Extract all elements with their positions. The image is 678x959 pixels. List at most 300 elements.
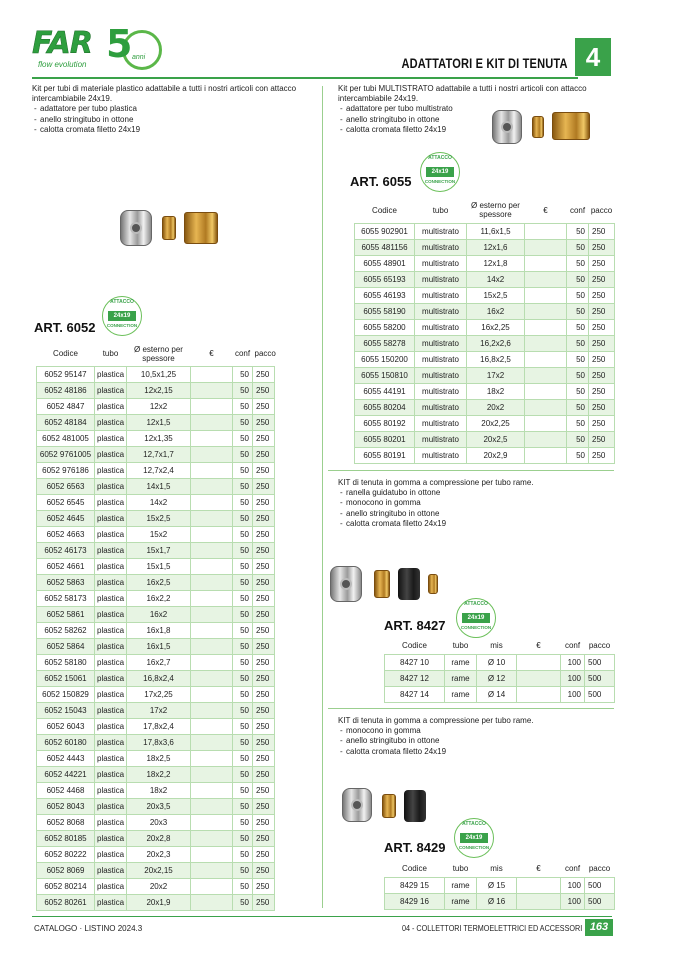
art6052-bullets: [32, 104, 316, 135]
cell-tubo: multistrato: [415, 415, 467, 431]
cell-conf: 50: [233, 734, 253, 750]
cell-conf: 50: [233, 382, 253, 398]
cell-price: [525, 383, 567, 399]
table-row: [355, 383, 615, 399]
cell-price: [191, 590, 233, 606]
col-diam: Ø esterno per spessore: [471, 201, 520, 220]
art8427-bullets: [338, 488, 614, 529]
table-row: [37, 494, 275, 510]
table-row: [37, 430, 275, 446]
badge-bottom: CONNECTION: [460, 625, 492, 630]
cell-conf: 100: [561, 670, 585, 686]
cell-pacco: 250: [253, 894, 275, 910]
cell-pacco: 250: [253, 718, 275, 734]
cell-price: [191, 542, 233, 558]
cell-conf: 50: [567, 319, 589, 335]
bullet: - calotta cromata filetto 24x19: [32, 125, 316, 135]
art8429-table: [384, 861, 615, 910]
cell-diam: 14x1,5: [127, 478, 191, 494]
cell-diam: 12,7x2,4: [127, 462, 191, 478]
cell-codice: 6052 46173: [37, 542, 95, 558]
cell-tubo: plastica: [95, 718, 127, 734]
cell-tubo: plastica: [95, 606, 127, 622]
cell-conf: 50: [233, 606, 253, 622]
table-row: [37, 718, 275, 734]
cell-conf: 50: [233, 398, 253, 414]
table-row: [355, 367, 615, 383]
cell-tubo: plastica: [95, 638, 127, 654]
col-tubo: tubo: [102, 349, 119, 359]
cell-codice: 6055 44191: [355, 383, 415, 399]
cell-conf: 50: [567, 271, 589, 287]
table-row: [355, 239, 615, 255]
cell-diam: 20x3,5: [127, 798, 191, 814]
cell-pacco: 250: [253, 590, 275, 606]
art8427-description-text: KIT di tenuta in gomma a compressione per tubo rame.: [338, 478, 534, 487]
cell-price: [191, 398, 233, 414]
cell-tubo: plastica: [95, 414, 127, 430]
brass-washer-icon: [374, 570, 390, 598]
cell-price: [191, 830, 233, 846]
cell-tubo: multistrato: [415, 335, 467, 351]
cell-conf: 50: [233, 638, 253, 654]
art6055-title: ART. 6055: [350, 174, 412, 189]
cell-conf: 50: [233, 830, 253, 846]
cell-price: [191, 718, 233, 734]
logo-anni: anni: [132, 54, 146, 61]
cell-codice: 6052 976186: [37, 462, 95, 478]
cell-conf: 50: [233, 878, 253, 894]
cell-diam: 11,6x1,5: [467, 223, 525, 239]
cell-codice: 6052 5861: [37, 606, 95, 622]
rubber-cone-icon: [398, 568, 420, 600]
bullet: - ranella guidatubo in ottone: [338, 488, 614, 498]
cell-pacco: 500: [585, 670, 615, 686]
cell-codice: 6055 80204: [355, 399, 415, 415]
cell-codice: 6055 150810: [355, 367, 415, 383]
logo-text: FAR: [32, 26, 92, 61]
bullet: - anello stringitubo in ottone: [32, 115, 316, 125]
cell-codice: 6055 481156: [355, 239, 415, 255]
cell-tubo: plastica: [95, 558, 127, 574]
far-logo: [32, 22, 152, 72]
cell-conf: 50: [233, 718, 253, 734]
cell-pacco: 250: [589, 303, 615, 319]
cell-conf: 50: [233, 670, 253, 686]
cell-price: [191, 526, 233, 542]
cell-diam: 16x2: [127, 606, 191, 622]
cell-tubo: multistrato: [415, 351, 467, 367]
cell-pacco: 250: [253, 478, 275, 494]
cell-diam: 15x1,7: [127, 542, 191, 558]
table-row: [37, 382, 275, 398]
cell-pacco: 250: [253, 798, 275, 814]
cell-tubo: plastica: [95, 878, 127, 894]
cell-tubo: plastica: [95, 398, 127, 414]
cell-pacco: 250: [253, 542, 275, 558]
cell-diam: 15x2: [127, 526, 191, 542]
cell-codice: 6052 4663: [37, 526, 95, 542]
table-row: [385, 654, 615, 670]
art6055-description-text: Kit per tubi MULTISTRATO adattabile a tutti i nostri articoli con attacco intercambiabile 24x19.: [338, 84, 587, 104]
table-row: [37, 862, 275, 878]
cell-pacco: 250: [253, 558, 275, 574]
cell-tubo: plastica: [95, 526, 127, 542]
cell-price: [191, 366, 233, 382]
cell-codice: 6052 9761005: [37, 446, 95, 462]
cell-pacco: 250: [253, 654, 275, 670]
cell-codice: 8429 15: [385, 877, 445, 893]
cell-conf: 50: [233, 686, 253, 702]
cell-diam: 12x2,15: [127, 382, 191, 398]
cell-conf: 50: [233, 494, 253, 510]
cell-diam: 16,2x2,6: [467, 335, 525, 351]
cell-price: [191, 638, 233, 654]
cell-diam: Ø 15: [477, 877, 517, 893]
cell-codice: 6052 58173: [37, 590, 95, 606]
cell-diam: Ø 16: [477, 893, 517, 909]
cell-diam: 16x2,5: [127, 574, 191, 590]
cell-diam: 14x2: [127, 494, 191, 510]
table-row: [37, 638, 275, 654]
cell-pacco: 250: [253, 670, 275, 686]
cell-diam: 17,8x2,4: [127, 718, 191, 734]
cell-codice: 6052 8068: [37, 814, 95, 830]
cell-diam: 20x2,8: [127, 830, 191, 846]
cell-pacco: 250: [253, 398, 275, 414]
table-row: [37, 766, 275, 782]
cell-tubo: multistrato: [415, 287, 467, 303]
cell-codice: 6052 8069: [37, 862, 95, 878]
cell-diam: 17,8x3,6: [127, 734, 191, 750]
cell-pacco: 250: [253, 846, 275, 862]
cell-price: [191, 734, 233, 750]
cell-codice: 6055 80191: [355, 447, 415, 463]
cell-codice: 6055 65193: [355, 271, 415, 287]
cell-price: [517, 686, 561, 702]
cell-diam: 20x2,3: [127, 846, 191, 862]
col-codice: Codice: [402, 641, 427, 651]
cell-diam: 12x2: [127, 398, 191, 414]
col-codice: Codice: [372, 205, 397, 215]
art6052-table: [36, 342, 275, 911]
cell-codice: 8427 10: [385, 654, 445, 670]
cell-diam: 12x1,35: [127, 430, 191, 446]
cell-pacco: 250: [253, 510, 275, 526]
col-codice: Codice: [53, 349, 78, 359]
table-row: [355, 223, 615, 239]
bullet: - monocono in gomma: [338, 498, 614, 508]
logo-tagline: flow evolution: [38, 60, 87, 69]
cell-tubo: multistrato: [415, 431, 467, 447]
cell-diam: 20x2: [127, 878, 191, 894]
cell-price: [517, 877, 561, 893]
cell-diam: 20x2,9: [467, 447, 525, 463]
cell-diam: 18x2,5: [127, 750, 191, 766]
cell-conf: 50: [233, 366, 253, 382]
cell-codice: 6055 58278: [355, 335, 415, 351]
table-row: [355, 415, 615, 431]
cell-diam: 17x2,25: [127, 686, 191, 702]
cell-price: [525, 319, 567, 335]
cell-codice: 6052 80222: [37, 846, 95, 862]
cell-price: [191, 814, 233, 830]
chrome-nut-icon: [342, 788, 372, 822]
cell-tubo: plastica: [95, 478, 127, 494]
art8429-bullets: [338, 726, 614, 757]
cell-diam: 12x1,6: [467, 239, 525, 255]
cell-codice: 6052 15043: [37, 702, 95, 718]
cell-diam: 16x1,5: [127, 638, 191, 654]
cell-conf: 50: [567, 447, 589, 463]
bullet: - calotta cromata filetto 24x19: [338, 125, 614, 135]
table-row: [37, 622, 275, 638]
cell-pacco: 250: [589, 431, 615, 447]
cell-conf: 50: [233, 814, 253, 830]
table-row: [37, 526, 275, 542]
cell-conf: 50: [233, 622, 253, 638]
cell-pacco: 250: [253, 814, 275, 830]
cell-price: [525, 255, 567, 271]
cell-codice: 6052 4645: [37, 510, 95, 526]
cell-diam: 20x3: [127, 814, 191, 830]
col-euro: €: [536, 641, 541, 651]
cell-diam: 12x1,5: [127, 414, 191, 430]
cell-conf: 50: [567, 255, 589, 271]
cell-pacco: 500: [585, 654, 615, 670]
art8427-description: [338, 478, 614, 529]
bullet: - adattatore per tubo plastica: [32, 104, 316, 114]
col-mis: mis: [490, 641, 503, 651]
bullet: - calotta cromata filetto 24x19: [338, 747, 614, 757]
cell-tubo: multistrato: [415, 399, 467, 415]
cell-tubo: rame: [445, 893, 477, 909]
cell-tubo: plastica: [95, 798, 127, 814]
cell-price: [517, 670, 561, 686]
cell-price: [191, 686, 233, 702]
cell-codice: 6052 15061: [37, 670, 95, 686]
cell-conf: 50: [233, 510, 253, 526]
badge-top: ATTACCO: [110, 299, 134, 305]
cell-pacco: 250: [589, 223, 615, 239]
cell-codice: 6052 481005: [37, 430, 95, 446]
cell-codice: 6052 58180: [37, 654, 95, 670]
cell-codice: 6052 80185: [37, 830, 95, 846]
cell-conf: 50: [233, 478, 253, 494]
table-row: [37, 670, 275, 686]
cell-codice: 6052 5864: [37, 638, 95, 654]
cell-tubo: plastica: [95, 670, 127, 686]
cell-price: [525, 287, 567, 303]
badge-bottom: CONNECTION: [106, 323, 138, 328]
cell-price: [191, 846, 233, 862]
cell-conf: 50: [233, 526, 253, 542]
badge-top: ATTACCO: [462, 821, 486, 827]
cell-pacco: 250: [253, 622, 275, 638]
cell-pacco: 250: [589, 239, 615, 255]
cell-pacco: 250: [589, 255, 615, 271]
cell-diam: 18x2: [127, 782, 191, 798]
rubber-cone-icon: [404, 790, 426, 822]
cell-pacco: 250: [253, 862, 275, 878]
cell-codice: 6055 58190: [355, 303, 415, 319]
cell-price: [191, 446, 233, 462]
cell-conf: 50: [233, 462, 253, 478]
col-conf: conf: [569, 205, 586, 215]
header-divider: [32, 77, 578, 79]
cell-tubo: multistrato: [415, 239, 467, 255]
cell-conf: 50: [567, 335, 589, 351]
cell-price: [191, 878, 233, 894]
badge-top: ATTACCO: [428, 155, 452, 161]
table-row: [37, 878, 275, 894]
cell-codice: 6052 150829: [37, 686, 95, 702]
cell-codice: 6055 150200: [355, 351, 415, 367]
col-pacco: pacco: [254, 349, 276, 359]
cell-diam: 18x2,2: [127, 766, 191, 782]
cell-pacco: 250: [589, 319, 615, 335]
cell-codice: 6052 48186: [37, 382, 95, 398]
cell-codice: 6052 5863: [37, 574, 95, 590]
cell-tubo: plastica: [95, 462, 127, 478]
cell-price: [191, 670, 233, 686]
col-conf: conf: [564, 864, 581, 874]
cell-price: [517, 893, 561, 909]
cell-price: [525, 399, 567, 415]
cell-conf: 50: [567, 239, 589, 255]
col-pacco: pacco: [588, 641, 611, 651]
section-title: ADATTATORI E KIT DI TENUTA: [401, 56, 568, 71]
cell-price: [525, 271, 567, 287]
table-row: [37, 830, 275, 846]
cell-price: [191, 494, 233, 510]
col-pacco: pacco: [590, 205, 613, 215]
cell-pacco: 250: [253, 414, 275, 430]
col-codice: Codice: [402, 864, 427, 874]
cell-codice: 6052 48184: [37, 414, 95, 430]
badge-bottom: CONNECTION: [458, 845, 490, 850]
cell-codice: 6052 8043: [37, 798, 95, 814]
cell-codice: 6052 95147: [37, 366, 95, 382]
cell-conf: 50: [233, 894, 253, 910]
badge-band: 24x19: [108, 311, 136, 321]
cell-pacco: 500: [585, 877, 615, 893]
table-row: [37, 590, 275, 606]
cell-tubo: plastica: [95, 894, 127, 910]
cell-diam: 16,8x2,4: [127, 670, 191, 686]
cell-codice: 6052 80261: [37, 894, 95, 910]
badge-band: 24x19: [426, 167, 454, 177]
cell-diam: 12,7x1,7: [127, 446, 191, 462]
table-row: [37, 414, 275, 430]
cell-codice: 6052 6043: [37, 718, 95, 734]
cell-pacco: 250: [589, 335, 615, 351]
cell-conf: 50: [233, 798, 253, 814]
cell-tubo: plastica: [95, 702, 127, 718]
col-tubo: tubo: [432, 205, 449, 215]
bullet: - anello stringitubo in ottone: [338, 115, 614, 125]
table-row: [37, 574, 275, 590]
cell-pacco: 250: [253, 766, 275, 782]
col-tubo: tubo: [452, 864, 469, 874]
art8429-description-text: KIT di tenuta in gomma a compressione per tubo rame.: [338, 716, 534, 725]
cell-tubo: multistrato: [415, 447, 467, 463]
cell-pacco: 250: [253, 734, 275, 750]
cell-tubo: plastica: [95, 686, 127, 702]
col-conf: conf: [234, 349, 251, 359]
cell-price: [191, 606, 233, 622]
table-row: [37, 606, 275, 622]
cell-conf: 50: [567, 351, 589, 367]
table-row: [37, 702, 275, 718]
cell-tubo: rame: [445, 670, 477, 686]
cell-diam: Ø 10: [477, 654, 517, 670]
cell-conf: 50: [567, 415, 589, 431]
cell-conf: 50: [233, 846, 253, 862]
cell-price: [191, 382, 233, 398]
cell-price: [525, 303, 567, 319]
cell-conf: 50: [233, 766, 253, 782]
art8429-title: ART. 8429: [384, 840, 446, 855]
cell-price: [517, 654, 561, 670]
section-divider: [328, 470, 614, 471]
attacco-badge-icon: [420, 152, 460, 192]
cell-pacco: 250: [253, 430, 275, 446]
cell-tubo: plastica: [95, 846, 127, 862]
cell-price: [191, 894, 233, 910]
cell-codice: 6055 58200: [355, 319, 415, 335]
cell-conf: 100: [561, 893, 585, 909]
cell-diam: 15x2,5: [127, 510, 191, 526]
bullet: - calotta cromata filetto 24x19: [338, 519, 614, 529]
cell-tubo: multistrato: [415, 319, 467, 335]
badge-band: 24x19: [460, 833, 488, 843]
cell-conf: 50: [233, 654, 253, 670]
cell-price: [191, 702, 233, 718]
cell-diam: 10,5x1,25: [127, 366, 191, 382]
table-row: [37, 446, 275, 462]
cell-price: [191, 782, 233, 798]
cell-codice: 6052 4661: [37, 558, 95, 574]
art6052-product-image: [120, 208, 230, 250]
cell-price: [191, 622, 233, 638]
table-row: [37, 510, 275, 526]
brass-adapter-icon: [184, 212, 218, 244]
cell-conf: 50: [233, 702, 253, 718]
col-diam: Ø esterno per spessore: [134, 344, 183, 363]
art8429-product-image: [342, 786, 434, 826]
cell-codice: 6052 44221: [37, 766, 95, 782]
attacco-badge-icon: [456, 598, 496, 638]
cell-conf: 50: [567, 303, 589, 319]
brass-ring-icon: [428, 574, 438, 594]
cell-codice: 6055 80192: [355, 415, 415, 431]
cell-tubo: plastica: [95, 766, 127, 782]
cell-conf: 50: [233, 446, 253, 462]
bullet: - monocono in gomma: [338, 726, 614, 736]
table-row: [37, 462, 275, 478]
cell-pacco: 250: [589, 447, 615, 463]
cell-price: [191, 766, 233, 782]
cell-price: [191, 462, 233, 478]
badge-band: 24x19: [462, 613, 490, 623]
cell-conf: 50: [233, 862, 253, 878]
cell-codice: 6052 4443: [37, 750, 95, 766]
cell-conf: 50: [567, 287, 589, 303]
col-euro: €: [536, 864, 541, 874]
cell-price: [191, 430, 233, 446]
cell-codice: 8427 14: [385, 686, 445, 702]
